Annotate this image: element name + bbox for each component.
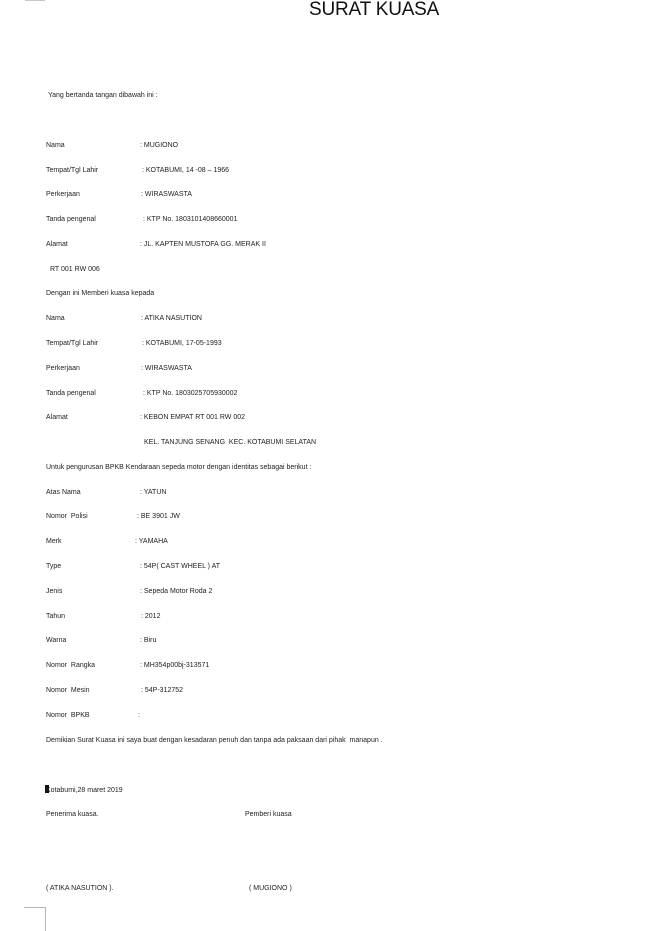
place-date-rest: otabumi,28 maret 2019 (50, 787, 123, 794)
purpose-text: Untuk pengurusan BPKB Kendaraan sepeda motor dengan identitas sebagai berikut : (46, 464, 312, 471)
vehicle-brand-label: Merk (46, 538, 62, 545)
grantee-name-value: : ATIKA NASUTION (141, 315, 202, 322)
grantor-address-label: Alamat (46, 241, 68, 248)
grantee-birth-value: : KOTABUMI, 17-05-1993 (142, 340, 222, 347)
intro-text: Yang bertanda tangan dibawah ini : (48, 92, 158, 99)
grantor-job-label: Perkerjaan (46, 191, 80, 198)
grantor-id-label: Tanda pengenal (46, 216, 96, 223)
margin-mark-bottom-vertical (45, 907, 46, 931)
grantor-birth-label: Tempat/Tgl Lahir (46, 167, 99, 174)
vehicle-bpkb-value: : (138, 712, 140, 719)
grantor-address-line2: RT 001 RW 006 (50, 266, 100, 273)
grant-text: Dengan ini Memberi kuasa kepada (46, 290, 155, 297)
place-date-first-char: K (46, 787, 51, 794)
vehicle-type-value: : 54P( CAST WHEEL ) AT (140, 563, 221, 570)
margin-mark-top (25, 0, 45, 1)
grantee-id-label: Tanda pengenal (46, 390, 96, 397)
vehicle-engine-label: Nomor Mesin (46, 687, 90, 694)
vehicle-year-label: Tahun (46, 613, 66, 620)
vehicle-brand-value: : YAMAHA (135, 538, 168, 545)
vehicle-color-label: Warna (46, 637, 67, 644)
vehicle-plate-label: Nomor Polisi (46, 513, 88, 520)
grantee-address-value: : KEBON EMPAT RT 001 RW 002 (140, 414, 246, 421)
grantor-id-value: : KTP No. 1803101408660001 (143, 216, 238, 223)
grantee-id-value: : KTP No. 1803025705930002 (143, 390, 238, 397)
grantor-name-label: Nama (46, 142, 65, 149)
grantor-sign-name: ( MUGIONO ) (249, 885, 292, 892)
vehicle-plate-value: : BE 3901 JW (137, 513, 180, 520)
grantor-address-value: : JL. KAPTEN MUSTOFA GG. MERAK II (140, 241, 266, 248)
vehicle-owner-label: Atas Nama (46, 489, 81, 496)
document-title: SURAT KUASA (309, 0, 440, 20)
grantor-name-value: : MUGIONO (140, 142, 179, 149)
vehicle-color-value: : Biru (140, 637, 157, 644)
vehicle-bpkb-label: Nomor BPKB (46, 712, 90, 719)
grantor-job-value: : WIRASWASTA (141, 191, 192, 198)
vehicle-year-value: : 2012 (141, 613, 161, 620)
grantee-address-label: Alamat (46, 414, 68, 421)
margin-mark-bottom-horizontal (24, 907, 46, 908)
grantee-name-label: Nama (46, 315, 65, 322)
grantee-birth-label: Tempat/Tgl Lahir (46, 340, 99, 347)
grantor-birth-value: : KOTABUMI, 14 -08 – 1966 (142, 167, 230, 174)
closing-text: Demikian Surat Kuasa ini saya buat dengan kesadaran penuh dan tanpa ada paksaan dari pihak manapun . (46, 737, 383, 744)
vehicle-type-label: Type (46, 563, 62, 570)
grantee-address-line2: KEL. TANJUNG SENANG KEC. KOTABUMI SELATAN (144, 439, 317, 446)
recipient-name: ( ATIKA NASUTION ). (46, 885, 114, 892)
grantor-sign-label: Pemberi kuasa (245, 811, 292, 818)
vehicle-owner-value: : YATUN (140, 489, 167, 496)
recipient-label: Penerima kuasa. (46, 811, 99, 818)
vehicle-frame-label: Nomor Rangka (46, 662, 96, 669)
grantee-job-value: : WIRASWASTA (141, 365, 192, 372)
vehicle-kind-label: Jenis (46, 588, 63, 595)
vehicle-engine-value: : 54P-312752 (141, 687, 184, 694)
grantee-job-label: Perkerjaan (46, 365, 80, 372)
vehicle-kind-value: : Sepeda Motor Roda 2 (140, 588, 213, 595)
vehicle-frame-value: : MH354p00bj-313571 (140, 662, 210, 669)
place-date[interactable] (45, 785, 123, 795)
